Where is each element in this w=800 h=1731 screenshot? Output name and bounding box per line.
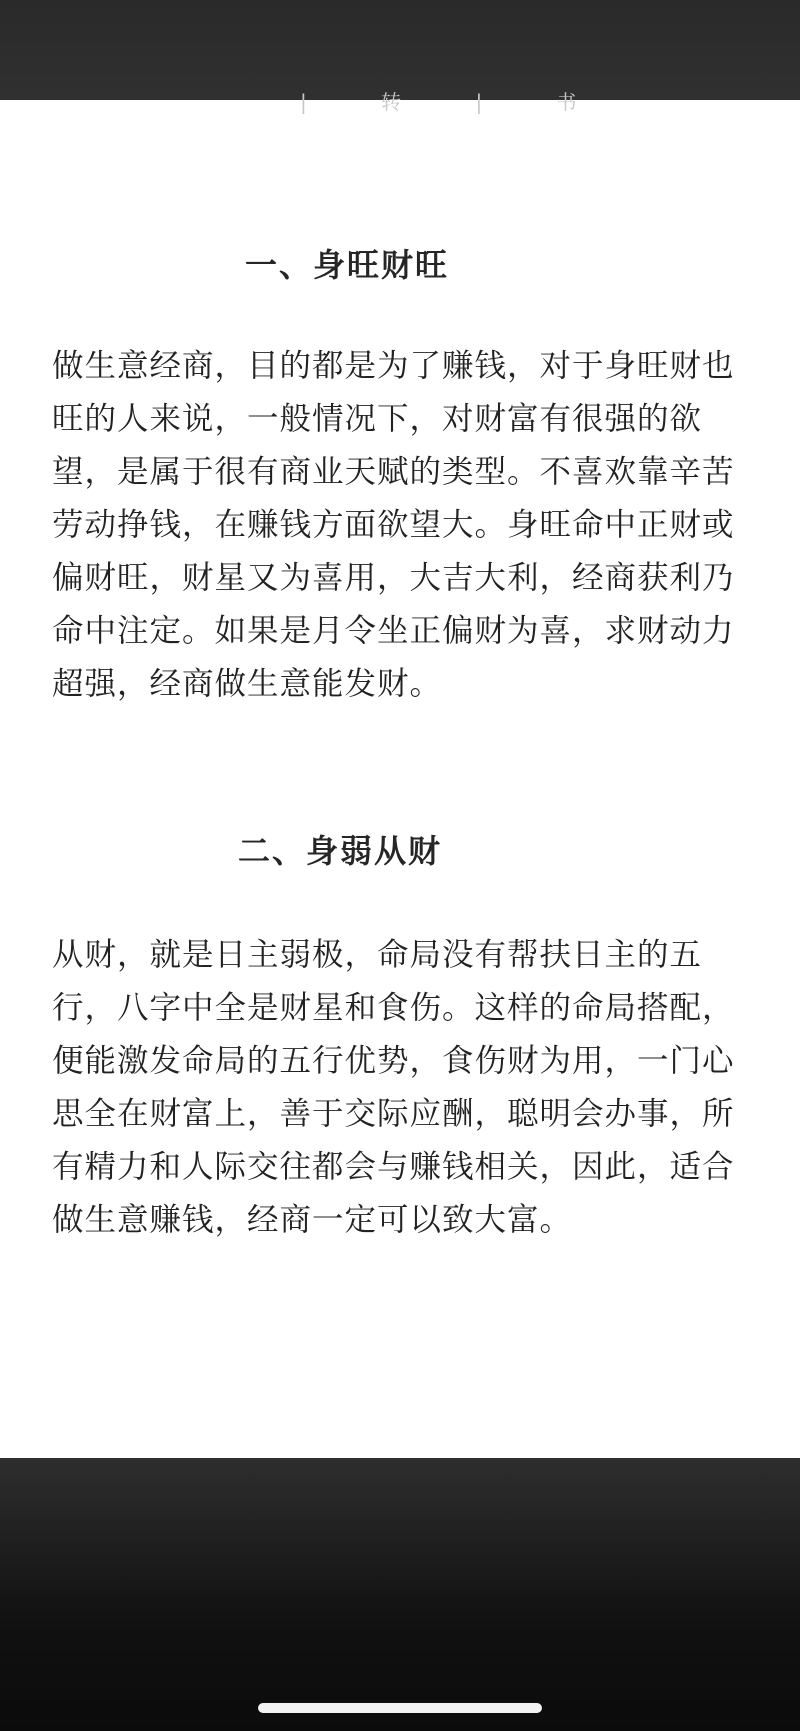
section-heading-1: 一、身旺财旺 (245, 246, 450, 284)
section-paragraph-2: 从财，就是日主弱极，命局没有帮扶日主的五行，八字中全是财星和食伤。这样的命局搭配，便能激发命局的五行优势，食伤财为用，一门心思全在财富上，善于交际应酬，聪明会办事，所有精力和人际交往都会与赚钱相关，因此，适合做生意赚钱，经商一定可以致大富。 (52, 937, 735, 1238)
cut-off-text-top: | 转 | 书 (300, 90, 611, 114)
bottom-dark-bar (0, 1458, 800, 1731)
home-indicator[interactable] (258, 1703, 542, 1713)
top-dark-bar (0, 0, 800, 100)
section-heading-2: 二、身弱从财 (238, 832, 443, 870)
article-content[interactable] (0, 90, 800, 1458)
section-paragraph-1: 做生意经商，目的都是为了赚钱，对于身旺财也旺的人来说，一般情况下，对财富有很强的欲望，是属于很有商业天赋的类型。不喜欢靠辛苦劳动挣钱，在赚钱方面欲望大。身旺命中正财或偏财旺，财星又为喜用，大吉大利，经商获利乃命中注定。如果是月令坐正偏财为喜，求财动力超强，经商做生意能发财。 (52, 348, 735, 702)
